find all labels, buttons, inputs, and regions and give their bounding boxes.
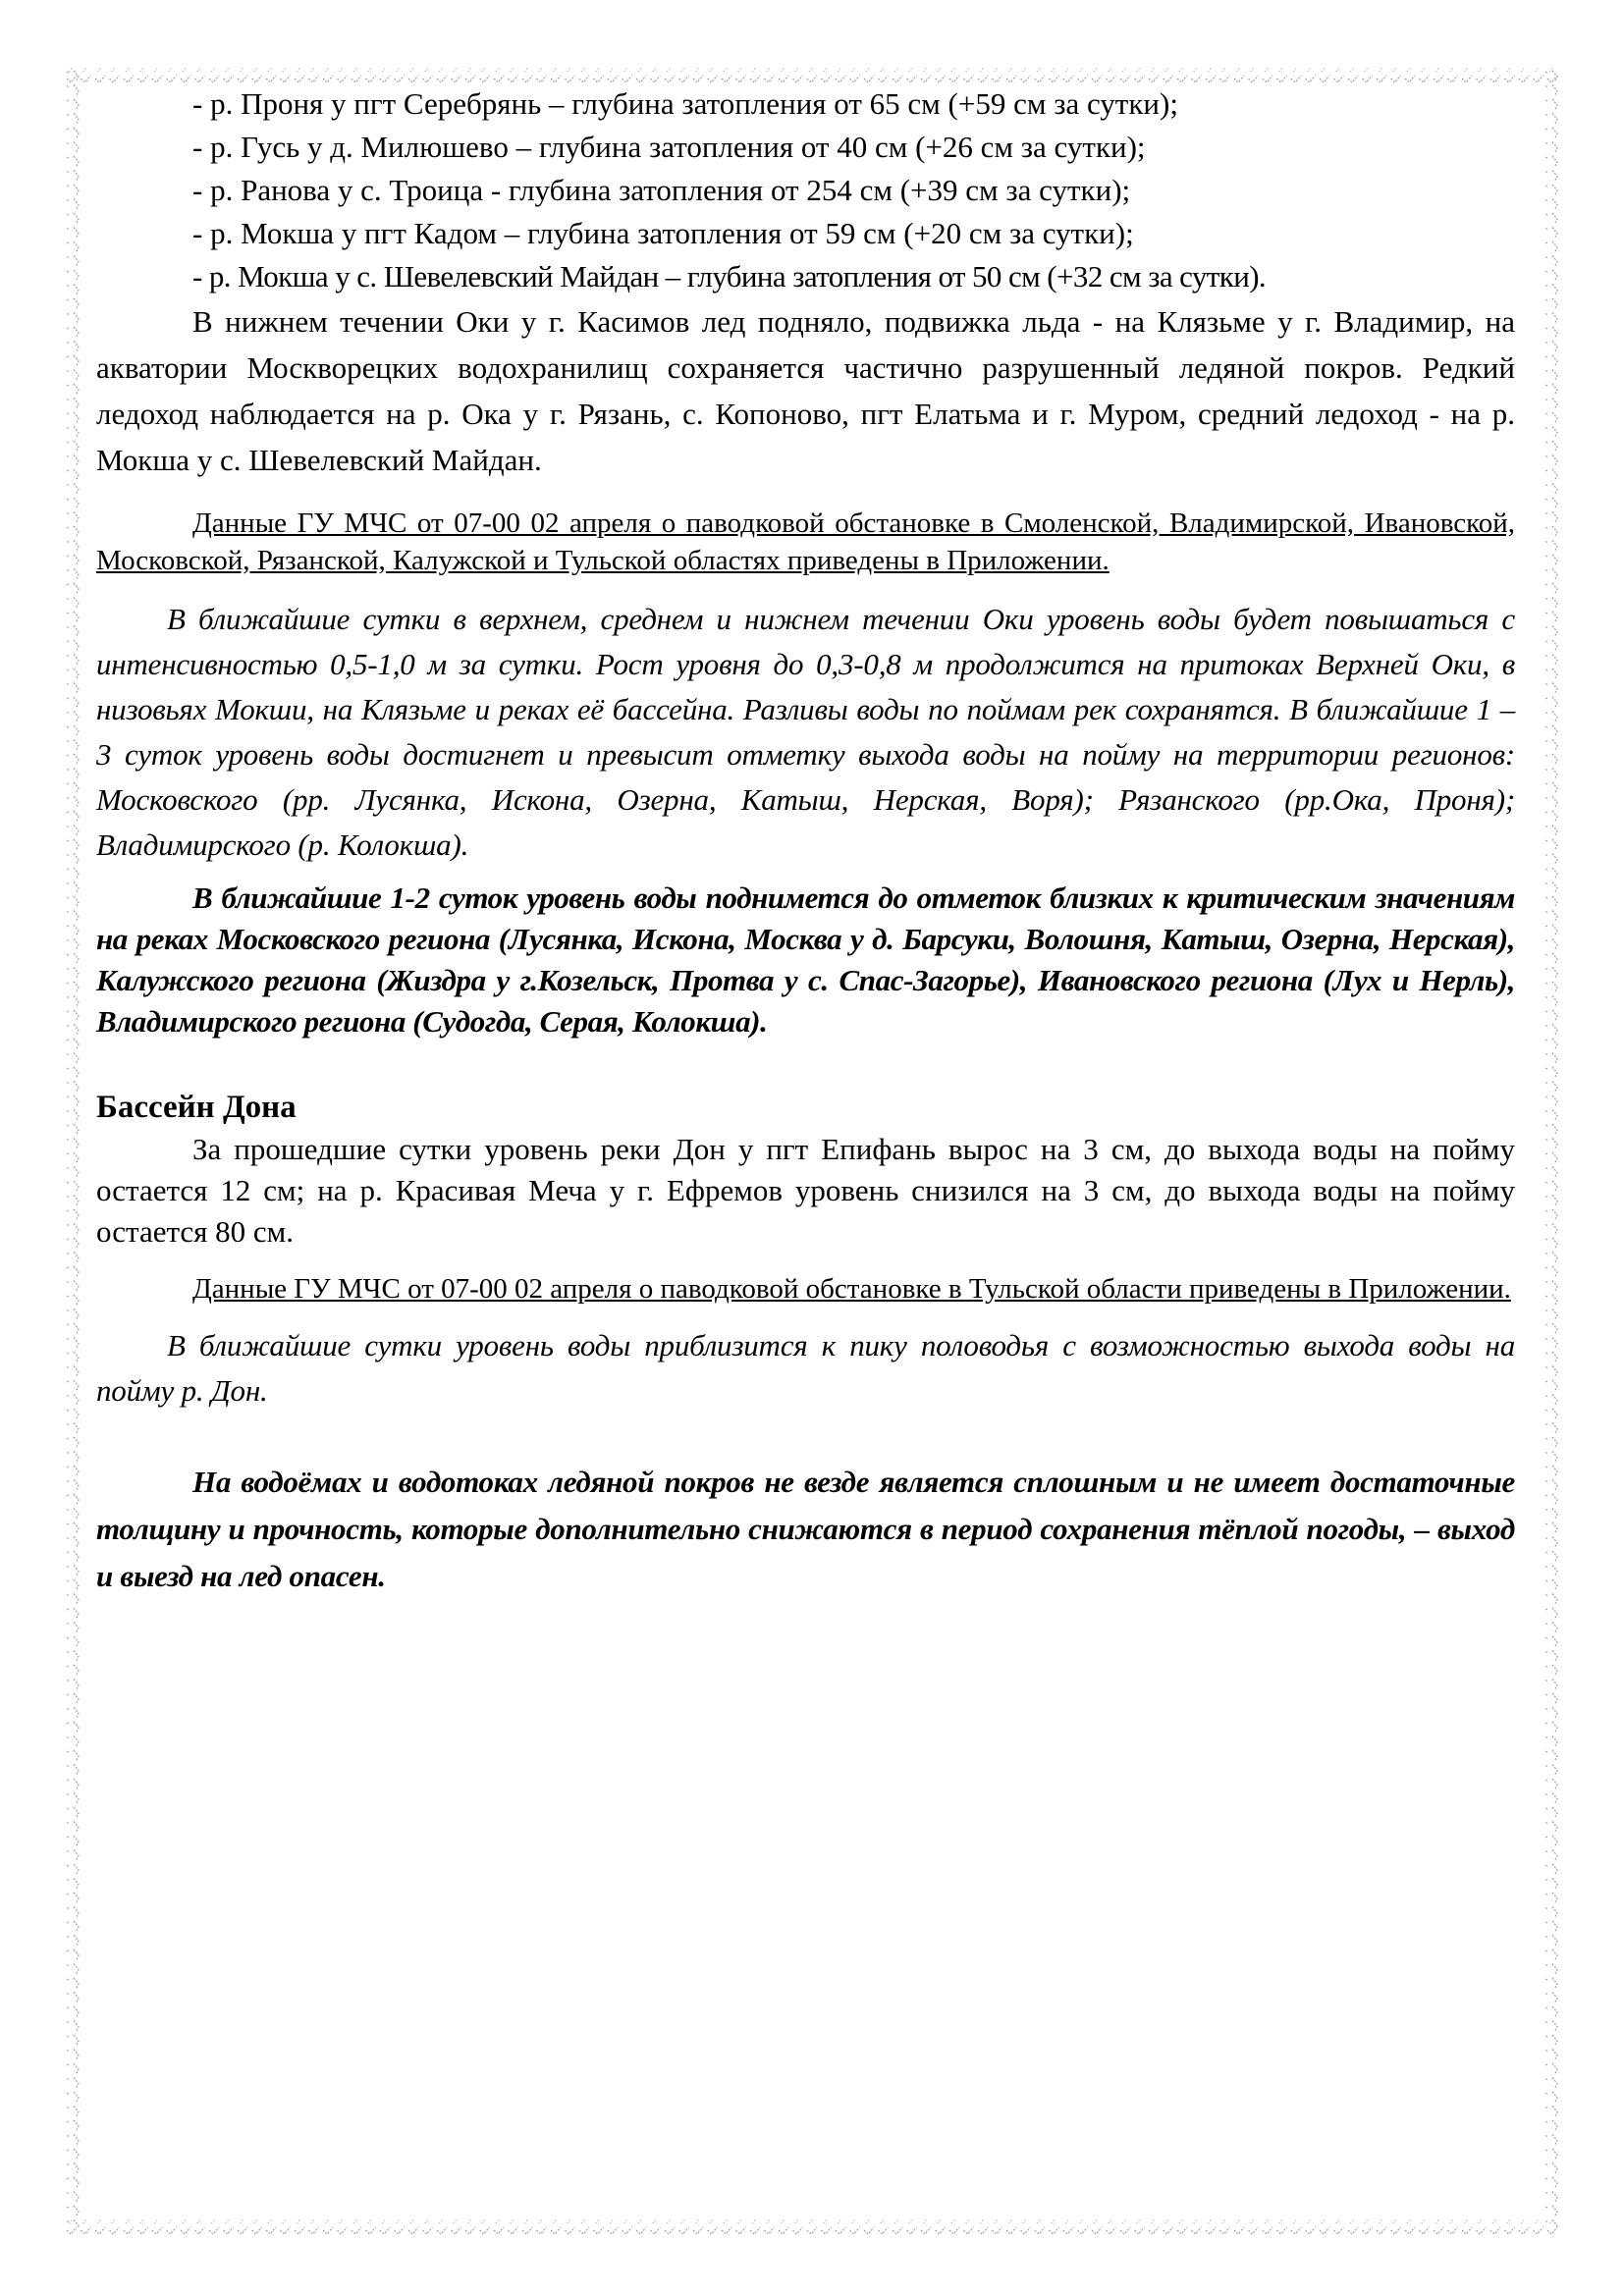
don-data-note-link[interactable]: Данные ГУ МЧС от 07-00 02 апреля о паводковой обстановке в Тульской области приведены в Приложении. [192,1273,1511,1305]
list-item: - р. Проня у пгт Серебрянь – глубина затопления от 65 см (+59 см за сутки); [192,86,1178,121]
oka-forecast-paragraph: В ближайшие сутки в верхнем, среднем и нижнем течении Оки уровень воды будет повышаться с интенсивностью 0,5-1,0 м за сутки. Рост уровня до 0,3-0,8 м продолжится на притоках Верхней Оки, в низовьях Мокши, на Клязьме и реках её бассейна. Разливы воды по поймам рек сохранятся. В ближайшие 1 – 3 суток уровень воды достигнет и превысит отметку выхода воды на пойму на территории регионов: Московского (рр. Лусянка, Искона, Озерна, Катыш, Нерская, Воря); Рязанского (рр.Ока, Проня); Владимирского (р. Колокша). [96,602,1515,862]
list-item: - р. Мокша у с. Шевелевский Майдан – глубина затопления от 50 см (+32 см за сутки). [192,259,1267,294]
ice-warning: На водоёмах и водотоках ледяной покров не везде является сплошным и не имеет достаточные толщину и прочность, которые дополнительно снижаются в период сохранения тёплой погоды, – выход и выезд на лед опасен. [96,1465,1515,1593]
decorative-border-bottom [65,2215,1561,2236]
section-heading-don: Бассейн Дона [96,1090,297,1125]
list-item: - р. Мокша у пгт Кадом – глубина затопления от 59 см (+20 см за сутки); [192,216,1134,250]
oka-critical-forecast: В ближайшие 1-2 суток уровень воды поднимется до отметок близких к критическим значениям на реках Московского региона (Лусянка, Искона, Москва у д. Барсуки, Волошня, Катыш, Озерна, Нерская), Калужского региона (Жиздра у г.Козельск, Протва у с. Спас-Загорье), Ивановского региона (Лух и Нерль), Владимирского региона (Судогда, Серая, Колокша). [96,881,1515,1039]
oka-depth-list [96,82,1515,298]
decorative-border-left [65,69,84,2228]
decorative-border-top [65,63,1561,84]
oka-ice-paragraph: В нижнем течении Оки у г. Касимов лед подняло, подвижка льда - на Клязьме у г. Владимир, на акватории Москворецких водохранилищ сохраняется частично разрушенный ледяной покров. Редкий ледоход наблюдается на р. Ока у г. Рязань, с. Копоново, пгт Елатьма и г. Муром, средний ледоход - на р. Мокша у с. Шевелевский Майдан. [96,304,1515,477]
don-paragraph: За прошедшие сутки уровень реки Дон у пгт Епифань вырос на 3 см, до выхода воды на пойму остается 12 см; на р. Красивая Меча у г. Ефремов уровень снизился на 3 см, до выхода воды на пойму остается 80 см. [96,1132,1515,1249]
page-content [96,82,1515,1600]
list-item: - р. Ранова у с. Троица - глубина затопления от 254 см (+39 см за сутки); [192,173,1131,207]
oka-data-note-link[interactable]: Данные ГУ МЧС от 07-00 02 апреля о паводковой обстановке в Смоленской, Владимирской, Ивановской, Московской, Рязанской, Калужской и Тульской областях приведены в Приложении. [96,507,1515,576]
decorative-border-right [1543,69,1563,2228]
list-item: - р. Гусь у д. Милюшево – глубина затопления от 40 см (+26 см за сутки); [192,130,1146,164]
don-forecast-paragraph: В ближайшие сутки уровень воды приблизится к пику половодья с возможностью выхода воды на пойму р. Дон. [96,1328,1515,1408]
